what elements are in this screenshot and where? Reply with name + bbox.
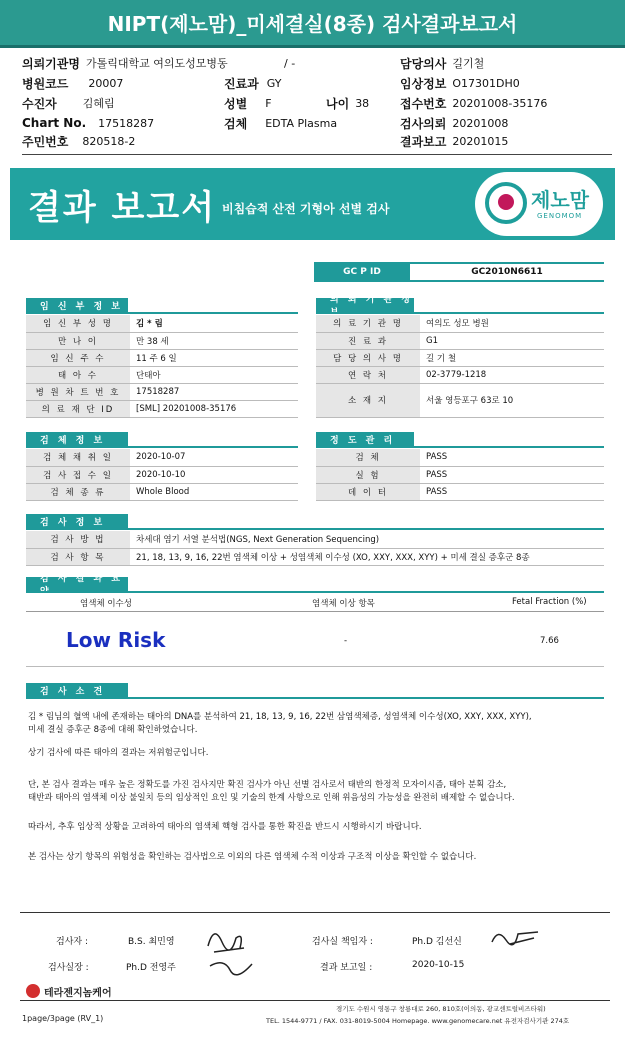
pregnant-value: 만 38 세 (130, 332, 298, 349)
method-key: 검 사 방 법 (26, 531, 130, 548)
table-row (26, 383, 298, 400)
logo-dot-icon (498, 194, 514, 210)
dept-value: GY (266, 76, 282, 90)
qc-key: 데 이 터 (316, 483, 420, 500)
hospital-section-title: 의 뢰 기 관 정 (316, 298, 414, 312)
doctor-value: 길기철 (452, 57, 485, 70)
clinical-value: O17301DH0 (452, 76, 520, 90)
specimen-section-line (26, 446, 298, 448)
gcpid-label: GC P ID (314, 262, 410, 282)
header-divider (22, 154, 612, 155)
test-section-line (26, 528, 604, 530)
company-contact: TEL. 1544-9771 / FAX. 031-8019-5004 Homepage. www.genomecare.net 유전자검사기관 274호 (266, 1017, 570, 1025)
hospital-value: 길 기 철 (420, 349, 604, 366)
table-row (26, 400, 298, 417)
opinion-para-4: 따라서, 추후 임상적 상황을 고려하여 태아의 염색체 핵형 검사를 통한 확진을 반드시 시행하시기 바랍니다. (28, 822, 422, 832)
result-low-risk: Low Risk (66, 628, 166, 652)
pregnant-value: 11 주 6 일 (130, 349, 298, 366)
banner-title: 결과 보고서 (28, 188, 217, 228)
specimen-table (26, 449, 298, 501)
opinion-para-3 (28, 779, 608, 805)
pregnant-key: 태 아 수 (26, 366, 130, 383)
specimen-value: EDTA Plasma (265, 116, 338, 130)
table-row (26, 483, 298, 500)
table-row (316, 383, 604, 417)
hospital-key: 담 당 의 사 명 (316, 349, 420, 366)
items-value: 21, 18, 13, 9, 16, 22번 염색체 이상 + 성염색체 이수성 (XO, XXY, XXX, XYY) + 미세 결실 증후군 8종 (130, 548, 604, 565)
ssn-value: 820518-2 (82, 134, 136, 148)
table-row (26, 332, 298, 349)
company-address: 경기도 수원시 영통구 창룡대로 260, 810호(이의동, 광교센트럴비즈타워) (336, 1005, 546, 1013)
table-row (26, 531, 604, 548)
specimen-value: 2020-10-10 (130, 466, 298, 483)
table-row (316, 466, 604, 483)
qc-key: 검 체 (316, 449, 420, 466)
banner-subtitle: 비침습적 산전 기형아 선별 검사 (222, 202, 390, 216)
company-logo-icon (26, 984, 40, 998)
pregnant-section-title: 임 신 부 정 보 (26, 298, 128, 312)
hospital-key: 진 료 과 (316, 332, 420, 349)
result-banner (10, 168, 615, 240)
footer-top-line (20, 912, 610, 913)
summary-section-title: 검 사 결 과 요 (26, 577, 128, 591)
summary-header (26, 592, 604, 612)
table-row (26, 349, 298, 366)
qc-table (316, 449, 604, 501)
summary-col-aneuploidy: 염색체 이수성 (80, 599, 132, 609)
summary-bottom-line (26, 666, 604, 667)
opinion-section-title: 검 사 소 견 (26, 683, 128, 697)
table-row (316, 332, 604, 349)
report-date-footer-value: 2020-10-15 (412, 960, 465, 970)
specimen-key: 검 체 채 취 일 (26, 449, 130, 466)
sex-value: F (265, 96, 272, 110)
opinion-para-1 (28, 711, 608, 737)
method-value: 차세대 염기 서열 분석법(NGS, Next Generation Sequencing) (130, 531, 604, 548)
tester-name: B.S. 최민영 (128, 937, 175, 947)
table-row (26, 548, 604, 565)
chart-label: Chart No. (22, 116, 87, 130)
tester-label: 검사자 : (56, 937, 88, 947)
logo-subtext: GENOMOM (537, 212, 583, 220)
chief-name: Ph.D 전영주 (126, 963, 176, 973)
receipt-value: 20201008-35176 (452, 96, 548, 110)
hospital-value: 여의도 성모 병원 (420, 315, 604, 332)
hospital-value: 서울 영등포구 63로 10 (420, 383, 604, 417)
table-row (26, 366, 298, 383)
abnormal-value: - (344, 636, 348, 646)
pregnant-value: [SML] 20201008-35176 (130, 400, 298, 417)
logo-text: 제노맘 (531, 188, 589, 212)
patient-value: 김혜림 (82, 97, 115, 110)
report-date-value: 20201015 (452, 134, 509, 148)
table-row (316, 366, 604, 383)
opinion-line: 단, 본 검사 결과는 매우 높은 정확도를 가진 검사지만 확진 검사가 아닌 선별 검사로서 태반의 한정적 모자이시즘, 태아 분획 감소, (28, 780, 507, 790)
request-label: 검사의뢰 (400, 116, 447, 131)
footer-bottom-line (20, 1000, 610, 1001)
supervisor-label: 검사실 책임자 : (312, 937, 373, 947)
pregnant-table (26, 315, 298, 418)
items-key: 검 사 항 목 (26, 548, 130, 565)
qc-section-title: 정 도 관 리 (316, 432, 414, 446)
qc-value: PASS (420, 483, 604, 500)
pregnant-section-line (26, 312, 298, 314)
table-row (316, 349, 604, 366)
age-label: 나이 (326, 96, 350, 111)
clinical-label: 임상정보 (400, 76, 447, 91)
institution-label: 의뢰기관명 (22, 56, 80, 71)
pregnant-value: 단태아 (130, 366, 298, 383)
summary-col-abnormal: 염색체 이상 항목 (312, 599, 375, 609)
ssn-label: 주민번호 (22, 134, 69, 149)
chief-label: 검사실장 : (48, 963, 89, 973)
report-date-label: 결과보고 (400, 134, 447, 149)
table-row (316, 449, 604, 466)
patient-label: 수진자 (22, 96, 57, 111)
fetal-fraction-value: 7.66 (540, 636, 559, 646)
qc-section-line (316, 446, 604, 448)
pregnant-key: 임 신 부 성 명 (26, 315, 130, 332)
age-value: 38 (355, 96, 370, 110)
hospital-code-value: 20007 (88, 76, 124, 90)
hospital-section-line (316, 312, 604, 314)
opinion-line: 미세 결실 증후군 8종에 대해 확인하였습니다. (28, 725, 198, 735)
specimen-value: 2020-10-07 (130, 449, 298, 466)
specimen-key: 검 체 종 류 (26, 483, 130, 500)
gcpid-value: GC2010N6611 (410, 262, 604, 282)
table-row (316, 315, 604, 332)
sex-label: 성별 (224, 96, 248, 111)
opinion-line: 태반과 태아의 염색체 이상 불일치 등의 임상적인 요인 및 기술의 한계 사항으로 인해 위음성의 가능성을 완전히 배제할 수 없습니다. (28, 793, 515, 803)
pregnant-key: 의 료 재 단 ID (26, 400, 130, 417)
company-name: 테라젠지놈케어 (44, 988, 112, 999)
report-title: NIPT(제노맘)_미세결실(8종) 검사결과보고서 (0, 0, 625, 48)
pregnant-value: 김 * 림 (130, 315, 298, 332)
qc-value: PASS (420, 449, 604, 466)
hospital-code-label: 병원코드 (22, 76, 69, 91)
request-value: 20201008 (452, 116, 509, 130)
supervisor-signature (488, 924, 548, 952)
hospital-key: 연 락 처 (316, 366, 420, 383)
opinion-section-line (26, 697, 604, 699)
hospital-value: 02-3779-1218 (420, 366, 604, 383)
specimen-value: Whole Blood (130, 483, 298, 500)
dept-separator: / - (284, 56, 296, 70)
table-row (26, 315, 298, 332)
specimen-section-title: 검 체 정 보 (26, 432, 128, 446)
pregnant-key: 임 신 주 수 (26, 349, 130, 366)
table-row (26, 466, 298, 483)
table-row (316, 483, 604, 500)
pregnant-key: 만 나 이 (26, 332, 130, 349)
test-section-title: 검 사 정 보 (26, 514, 128, 528)
chart-value: 17518287 (98, 116, 155, 130)
report-date-footer-label: 결과 보고일 : (320, 963, 373, 973)
doctor-label: 담당의사 (400, 56, 447, 71)
hospital-value: G1 (420, 332, 604, 349)
specimen-key: 검 사 접 수 일 (26, 466, 130, 483)
page-number: 1page/3page (RV_1) (22, 1014, 104, 1023)
hospital-key: 의 료 기 관 명 (316, 315, 420, 332)
institution-value: 가톨릭대학교 여의도성모병동 (85, 57, 228, 70)
test-table (26, 531, 604, 566)
specimen-label: 검체 (224, 116, 248, 131)
summary-col-ff: Fetal Fraction (%) (512, 597, 587, 607)
tester-signature (200, 918, 260, 978)
receipt-label: 접수번호 (400, 96, 447, 111)
pregnant-value: 17518287 (130, 383, 298, 400)
hospital-table (316, 315, 604, 418)
opinion-para-2: 상기 검사에 따른 태아의 결과는 저위험군입니다. (28, 748, 209, 758)
dept-label: 진료과 (224, 76, 259, 91)
pregnant-key: 병 원 차 트 번 호 (26, 383, 130, 400)
table-row (26, 449, 298, 466)
opinion-para-5: 본 검사는 상기 항목의 위험성을 확인하는 검사법으로 이외의 다른 염색체 수적 이상과 구조적 이상을 확인할 수 없습니다. (28, 852, 477, 862)
genomom-logo (475, 172, 603, 236)
supervisor-name: Ph.D 김선신 (412, 937, 462, 947)
qc-value: PASS (420, 466, 604, 483)
gcpid-box (314, 262, 604, 282)
qc-key: 실 험 (316, 466, 420, 483)
hospital-key: 소 재 지 (316, 383, 420, 417)
opinion-line: 김 * 림님의 혈액 내에 존재하는 태아의 DNA를 분석하여 21, 18, 13, 9, 16, 22번 삼염색체증, 성염색체 이수성(XO, XXY, XXX, XYY), (28, 712, 532, 722)
